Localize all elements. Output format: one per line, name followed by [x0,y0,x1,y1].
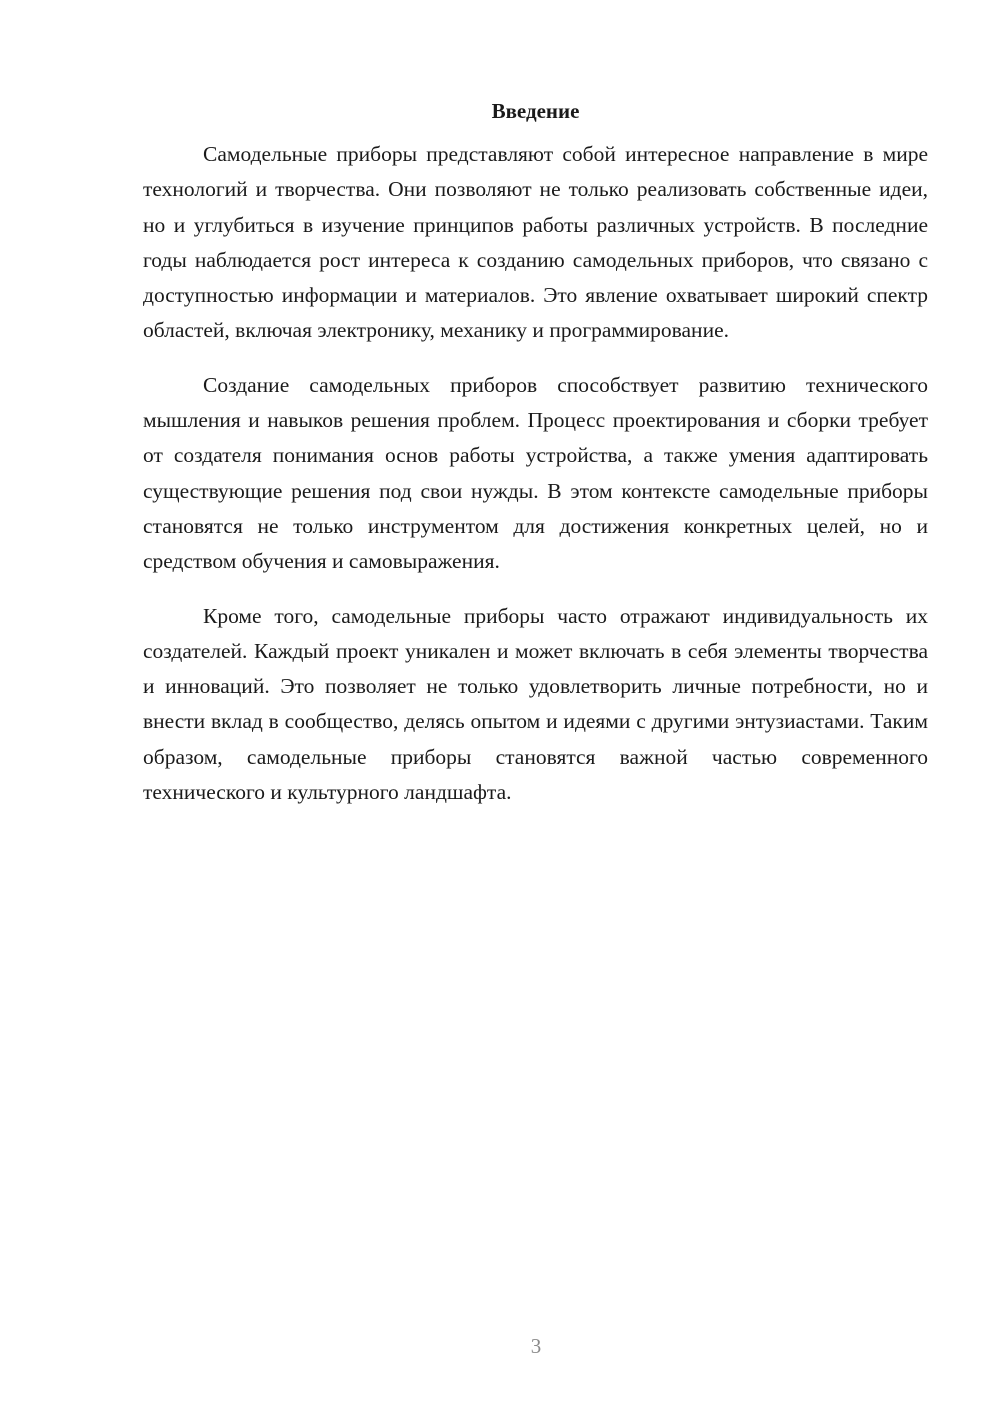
paragraph-1: Самодельные приборы представляют собой интересное направление в мире технологий и творчества. Они позволяют не только реализовать собственные идеи, но и углубиться в изучение принципов работы различных устройств. В последние годы наблюдается рост интереса к созданию самодельных приборов, что связано с доступностью информации и материалов. Это явление охватывает широкий спектр областей, включая электронику, механику и программирование. [143,142,928,343]
section-title: Введение [491,99,580,123]
page-number: 3 [530,1334,542,1358]
document-body [143,95,928,829]
paragraph-3: Кроме того, самодельные приборы часто отражают индивидуальность их создателей. Каждый проект уникален и может включать в себя элементы творчества и инноваций. Это позволяет не только удовлетворить личные потребности, но и внести вклад в сообщество, делясь опытом и идеями с другими энтузиастами. Таким образом, самодельные приборы становятся важной частью современного технического и культурного ландшафта. [143,603,928,805]
paragraph-2: Создание самодельных приборов способствует развитию технического мышления и навыков решения проблем. Процесс проектирования и сборки требует от создателя понимания основ работы устройства, а также умения адаптировать существующие решения под свои нужды. В этом контексте самодельные приборы становятся не только инструментом для достижения конкретных целей, но и средством обучения и самовыражения. [143,372,928,574]
